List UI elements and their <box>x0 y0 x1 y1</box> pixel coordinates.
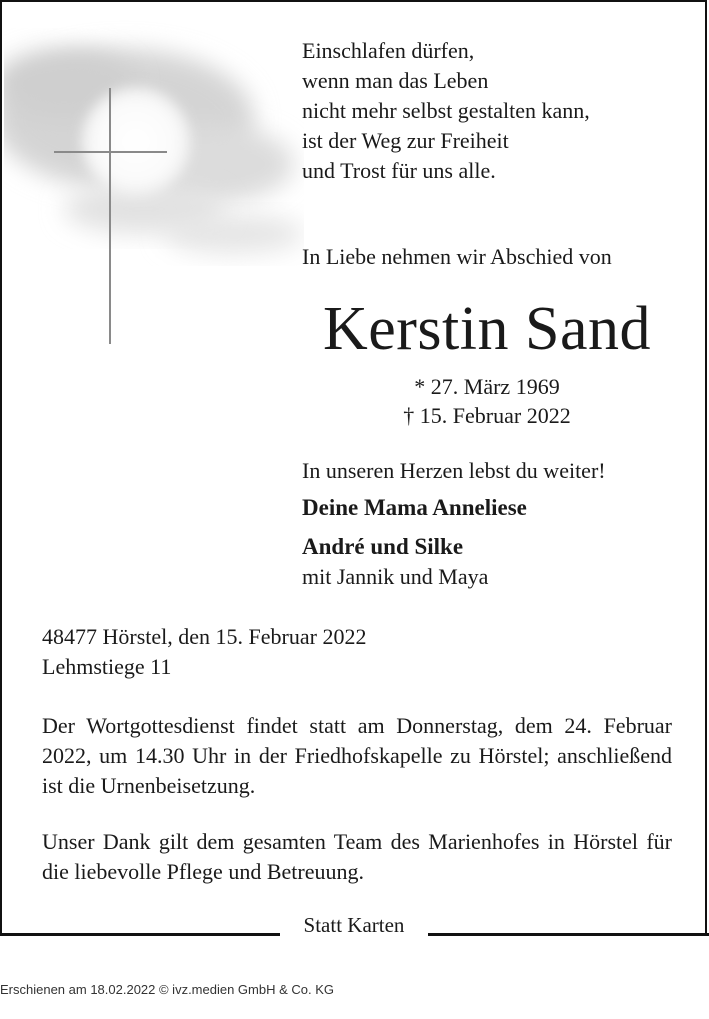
deceased-name: Kerstin Sand <box>322 295 652 363</box>
poem <box>302 36 590 186</box>
poem-line: wenn man das Leben <box>302 68 489 93</box>
farewell-intro: In Liebe nehmen wir Abschied von <box>302 244 612 269</box>
moon-icon <box>81 87 191 197</box>
mourner-name: André und Silke <box>302 534 464 559</box>
life-dates <box>302 372 672 430</box>
birth-date: * 27. März 1969 <box>414 374 560 399</box>
heart-line: In unseren Herzen lebst du weiter! <box>302 458 606 483</box>
bottom-border-left <box>0 933 280 936</box>
place-date: 48477 Hörstel, den 15. Februar 2022 <box>42 624 367 649</box>
poem-line: Einschlafen dürfen, <box>302 38 475 63</box>
thanks-paragraph: Unser Dank gilt dem gesamten Team des Marienhofes in Hörstel für die liebevolle Pflege und Betreuung. <box>42 829 672 884</box>
mourner-name: Deine Mama Anneliese <box>302 495 527 520</box>
death-date: † 15. Februar 2022 <box>403 403 571 428</box>
address-block <box>42 622 366 682</box>
poem-line: und Trost für uns alle. <box>302 158 496 183</box>
street-address: Lehmstiege 11 <box>42 654 172 679</box>
statt-karten-label: Statt Karten <box>303 913 405 937</box>
publication-footer: Erschienen am 18.02.2022 © ivz.medien GmbH & Co. KG <box>0 982 335 997</box>
bottom-border-right <box>428 933 709 936</box>
moon-cross-illustration <box>4 4 304 344</box>
poem-line: ist der Weg zur Freiheit <box>302 128 509 153</box>
mourner-family: mit Jannik und Maya <box>302 564 489 589</box>
poem-line: nicht mehr selbst gestalten kann, <box>302 98 590 123</box>
service-paragraph: Der Wortgottesdienst findet statt am Donnerstag, dem 24. Februar 2022, um 14.30 Uhr in der Friedhofskapelle zu Hörstel; anschließend ist die Urnenbeisetzung. <box>42 713 672 798</box>
